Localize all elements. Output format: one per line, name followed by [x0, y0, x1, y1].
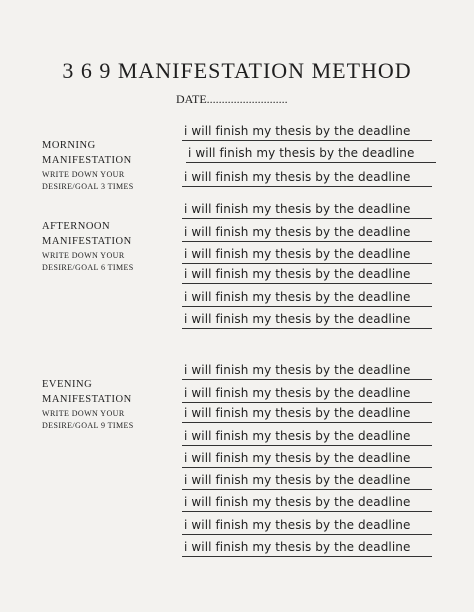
afternoon-line-text: i will finish my thesis by the deadline	[184, 225, 411, 239]
afternoon-line-2	[182, 221, 432, 242]
evening-line-text: i will finish my thesis by the deadline	[184, 451, 411, 465]
evening-instruction-1: WRITE DOWN YOUR	[42, 409, 125, 418]
afternoon-line-text: i will finish my thesis by the deadline	[184, 202, 411, 216]
morning-line-text: i will finish my thesis by the deadline	[184, 124, 411, 138]
evening-line-1	[182, 359, 432, 380]
morning-line-text: i will finish my thesis by the deadline	[184, 170, 411, 184]
afternoon-line-text: i will finish my thesis by the deadline	[184, 290, 411, 304]
morning-instruction-2: DESIRE/GOAL 3 TIMES	[42, 182, 134, 191]
morning-heading-2: MANIFESTATION	[42, 155, 132, 166]
evening-heading-1: EVENING	[42, 379, 93, 390]
evening-line-6	[182, 469, 432, 490]
evening-line-5	[182, 447, 432, 468]
morning-section-label	[42, 138, 142, 192]
evening-line-3	[182, 402, 432, 423]
afternoon-line-6	[182, 308, 432, 329]
evening-section-label	[42, 377, 142, 431]
evening-line-2	[182, 382, 432, 403]
evening-line-text: i will finish my thesis by the deadline	[184, 540, 411, 554]
evening-line-text: i will finish my thesis by the deadline	[184, 363, 411, 377]
afternoon-line-4	[182, 263, 432, 284]
afternoon-section-label	[42, 219, 142, 273]
evening-line-text: i will finish my thesis by the deadline	[184, 518, 411, 532]
afternoon-line-5	[182, 286, 432, 307]
evening-line-text: i will finish my thesis by the deadline	[184, 473, 411, 487]
morning-line-1	[182, 120, 432, 141]
afternoon-line-text: i will finish my thesis by the deadline	[184, 267, 411, 281]
page-title: 3 6 9 MANIFESTATION METHOD	[62, 58, 412, 83]
date-field: DATE...........................	[176, 92, 288, 106]
afternoon-instruction-2: DESIRE/GOAL 6 TIMES	[42, 263, 134, 272]
evening-line-text: i will finish my thesis by the deadline	[184, 495, 411, 509]
afternoon-line-text: i will finish my thesis by the deadline	[184, 247, 411, 261]
evening-heading-2: MANIFESTATION	[42, 394, 132, 405]
evening-line-text: i will finish my thesis by the deadline	[184, 386, 411, 400]
evening-instruction-2: DESIRE/GOAL 9 TIMES	[42, 421, 134, 430]
afternoon-instruction-1: WRITE DOWN YOUR	[42, 251, 125, 260]
morning-line-3	[182, 166, 432, 187]
evening-line-4	[182, 425, 432, 446]
morning-line-2	[186, 142, 436, 163]
evening-line-8	[182, 514, 432, 535]
evening-line-7	[182, 491, 432, 512]
morning-instruction-1: WRITE DOWN YOUR	[42, 170, 125, 179]
afternoon-heading-2: MANIFESTATION	[42, 236, 132, 247]
afternoon-line-3	[182, 243, 432, 264]
afternoon-line-1	[182, 198, 432, 219]
afternoon-heading-1: AFTERNOON	[42, 221, 111, 232]
afternoon-line-text: i will finish my thesis by the deadline	[184, 312, 411, 326]
evening-line-text: i will finish my thesis by the deadline	[184, 406, 411, 420]
evening-line-9	[182, 536, 432, 557]
evening-line-text: i will finish my thesis by the deadline	[184, 429, 411, 443]
morning-line-text: i will finish my thesis by the deadline	[188, 146, 415, 160]
morning-heading-1: MORNING	[42, 140, 96, 151]
